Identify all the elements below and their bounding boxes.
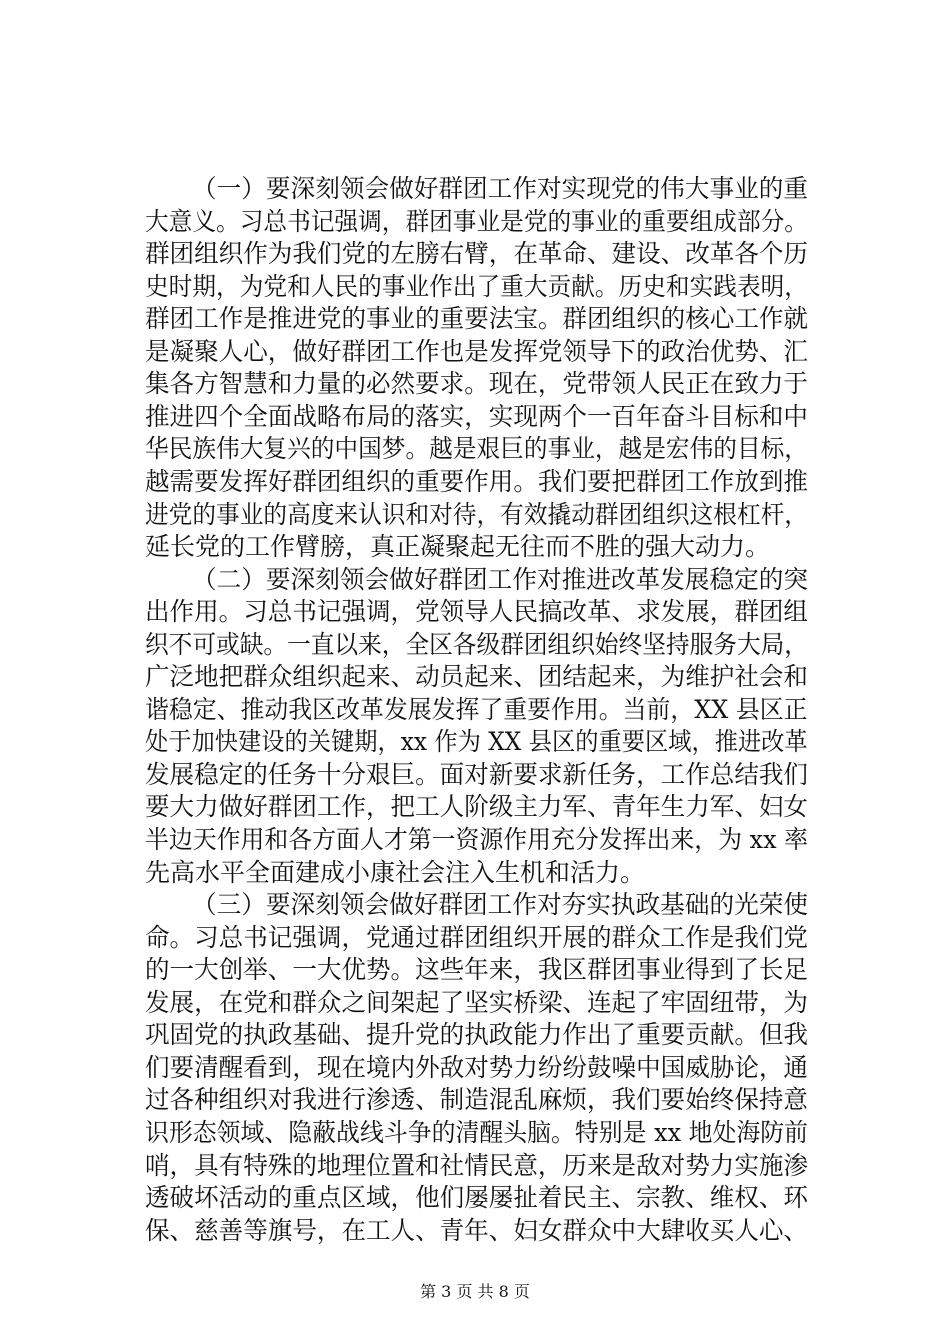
- text-line: 命。习总书记强调，党通过群团组织开展的群众工作是我们党: [145, 923, 809, 952]
- text-line: 发展稳定的任务十分艰巨。面对新要求新任务，工作总结我们: [145, 760, 809, 789]
- text-line: 华民族伟大复兴的中国梦。越是艰巨的事业，越是宏伟的目标，: [145, 434, 808, 463]
- text-line: 推进四个全面战略布局的落实，实现两个一百年奋斗目标和中: [145, 402, 809, 431]
- paragraph-first-line: （一）要深刻领会做好群团工作对实现党的伟大事业的重: [192, 174, 809, 203]
- text-line: 巩固党的执政基础、提升党的执政能力作出了重要贡献。但我: [145, 1020, 809, 1049]
- text-line: 保、慈善等旗号，在工人、青年、妇女群众中大肆收买人心、: [145, 1216, 809, 1245]
- text-line: 织不可或缺。一直以来，全区各级群团组织始终坚持服务大局，: [145, 630, 808, 659]
- text-line: 的一大创举、一大优势。这些年来，我区群团事业得到了长足: [145, 955, 809, 984]
- text-line: 发展，在党和群众之间架起了坚实桥梁、连起了牢固纽带，为: [145, 988, 809, 1017]
- text-line: 越需要发挥好群团组织的重要作用。我们要把群团工作放到推: [145, 467, 809, 496]
- text-line: 集各方智慧和力量的必然要求。现在，党带领人民正在致力于: [145, 369, 809, 398]
- text-line: 延长党的工作臂膀，真正凝聚起无往而不胜的强大动力。: [145, 532, 771, 561]
- page-footer: 第 3 页 共 8 页: [420, 1282, 530, 1301]
- text-line: 先高水平全面建成小康社会注入生机和活力。: [145, 858, 646, 887]
- text-line: 过各种组织对我进行渗透、制造混乱麻烦，我们要始终保持意: [145, 1085, 809, 1114]
- text-line: 谐稳定、推动我区改革发展发挥了重要作用。当前，XX 县区正: [145, 695, 808, 724]
- text-line: 大意义。习总书记强调，群团事业是党的事业的重要组成部分。: [145, 207, 808, 236]
- text-line: 进党的事业的高度来认识和对待，有效撬动群团组织这根杠杆，: [145, 500, 808, 529]
- text-line: 群团组织作为我们党的左膀右臂，在革命、建设、改革各个历: [145, 239, 809, 268]
- paragraph-first-line: （二）要深刻领会做好群团工作对推进改革发展稳定的突: [192, 565, 809, 594]
- text-line: 半边天作用和各方面人才第一资源作用充分发挥出来，为 xx 率: [145, 825, 809, 854]
- text-line: 识形态领域、隐蔽战线斗争的清醒头脑。特别是 xx 地处海防前: [145, 1118, 809, 1147]
- text-line: 广泛地把群众组织起来、动员起来、团结起来，为维护社会和: [145, 662, 809, 691]
- text-line: 要大力做好群团工作，把工人阶级主力军、青年生力军、妇女: [145, 792, 809, 821]
- text-line: 史时期，为党和人民的事业作出了重大贡献。历史和实践表明，: [145, 272, 808, 301]
- text-line: 哨，具有特殊的地理位置和社情民意，历来是敌对势力实施渗: [145, 1151, 809, 1180]
- text-line: 透破坏活动的重点区域，他们屡屡扯着民主、宗教、维权、环: [145, 1183, 809, 1212]
- text-line: 们要清醒看到，现在境内外敌对势力纷纷鼓噪中国威胁论，通: [145, 1053, 809, 1082]
- text-line: 处于加快建设的关键期，xx 作为 XX 县区的重要区域，推进改革: [145, 727, 808, 756]
- text-line: 出作用。习总书记强调，党领导人民搞改革、求发展，群团组: [145, 597, 809, 626]
- paragraph-first-line: （三）要深刻领会做好群团工作对夯实执政基础的光荣使: [192, 890, 809, 919]
- text-line: 群团工作是推进党的事业的重要法宝。群团组织的核心工作就: [145, 304, 809, 333]
- text-line: 是凝聚人心，做好群团工作也是发挥党领导下的政治优势、汇: [145, 337, 809, 366]
